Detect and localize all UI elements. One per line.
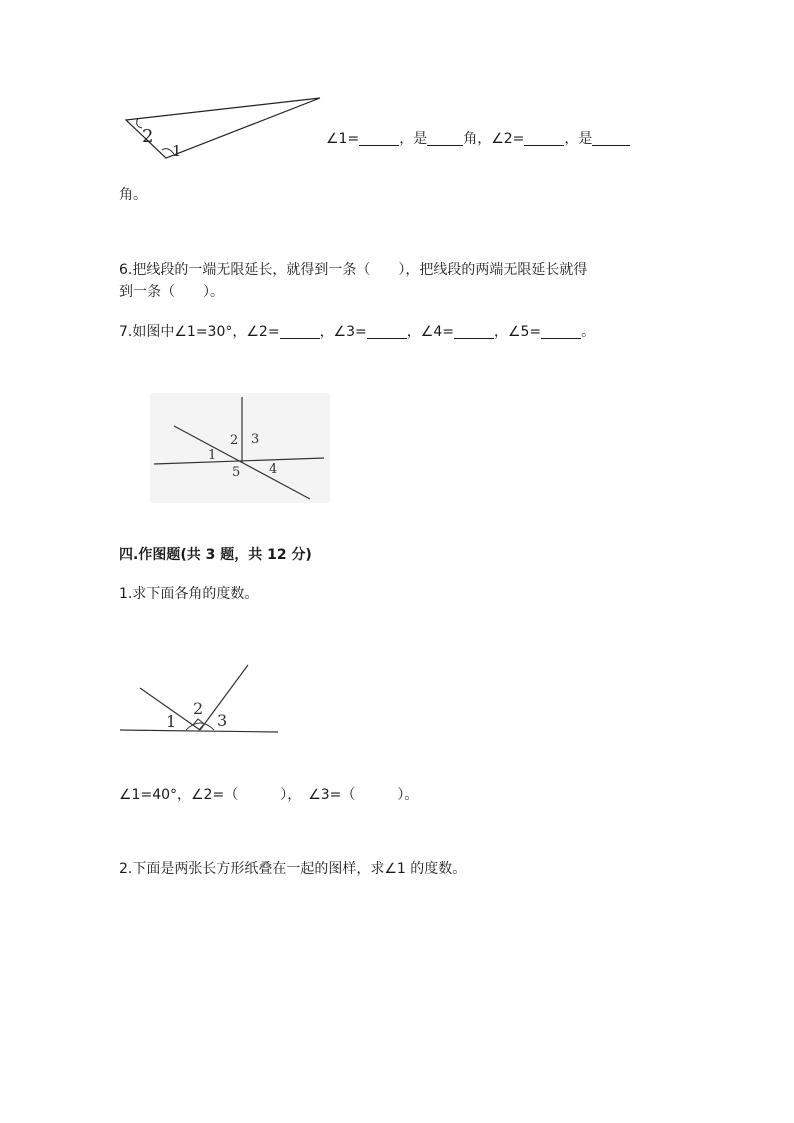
q6-line2: 到一条（ ）。 bbox=[119, 284, 224, 300]
q7-part5: 。 bbox=[581, 324, 596, 340]
fig4-label-1: 1 bbox=[166, 712, 177, 731]
q7-part2: ，∠3= bbox=[319, 324, 367, 340]
fig7-label-5: 5 bbox=[232, 465, 241, 480]
angle5-answer-blank[interactable] bbox=[541, 324, 581, 339]
q4-1-answer-line: ∠1=40°，∠2=（ ）， ∠3=（ ）。 bbox=[119, 787, 419, 803]
angles-figure bbox=[116, 660, 282, 740]
fig-label-2: 2 bbox=[142, 126, 154, 147]
fig7-label-1: 1 bbox=[208, 448, 217, 463]
is-text-2: ，是 bbox=[564, 131, 593, 147]
angle1-blank[interactable] bbox=[359, 131, 399, 146]
fig7-label-3: 3 bbox=[251, 432, 260, 447]
angle1-label: ∠1= bbox=[326, 131, 360, 147]
fig4-label-3: 3 bbox=[217, 711, 228, 730]
triangle-figure bbox=[118, 92, 328, 164]
angle2-type-blank[interactable] bbox=[592, 131, 630, 146]
angle3-answer-blank[interactable] bbox=[367, 324, 407, 339]
q4-1-prompt: 1.求下面各角的度数。 bbox=[119, 586, 259, 602]
q5-blanks-line bbox=[326, 129, 630, 149]
fig7-label-2: 2 bbox=[230, 433, 239, 448]
base-line bbox=[120, 730, 278, 732]
fig-label-1: 1 bbox=[172, 142, 182, 160]
angle2-blank[interactable] bbox=[524, 131, 564, 146]
q7-part3: ，∠4= bbox=[406, 324, 454, 340]
is-text-1: ，是 bbox=[399, 131, 428, 147]
q7-line bbox=[119, 322, 595, 342]
angle2-answer-blank[interactable] bbox=[280, 324, 320, 339]
section4-title: 四.作图题(共 3 题，共 12 分) bbox=[119, 547, 312, 563]
intersecting-lines-figure bbox=[150, 393, 330, 503]
fig7-label-4: 4 bbox=[269, 462, 278, 477]
q6-line1: 6.把线段的一端无限延长，就得到一条（ ），把线段的两端无限延长就得 bbox=[119, 262, 588, 278]
angle-word: 角， bbox=[463, 131, 492, 147]
q5-tail: 角。 bbox=[119, 187, 147, 203]
fig4-label-2: 2 bbox=[193, 699, 204, 718]
figure-background bbox=[150, 393, 330, 503]
angle1-type-blank[interactable] bbox=[427, 131, 463, 146]
triangle-shape bbox=[126, 98, 320, 158]
q4-2-prompt: 2.下面是两张长方形纸叠在一起的图样，求∠1 的度数。 bbox=[119, 861, 467, 877]
q7-part1: 7.如图中∠1=30°，∠2= bbox=[119, 324, 280, 340]
q7-part4: ，∠5= bbox=[493, 324, 542, 340]
angle4-answer-blank[interactable] bbox=[454, 324, 494, 339]
angle2-label: ∠2= bbox=[491, 131, 525, 147]
